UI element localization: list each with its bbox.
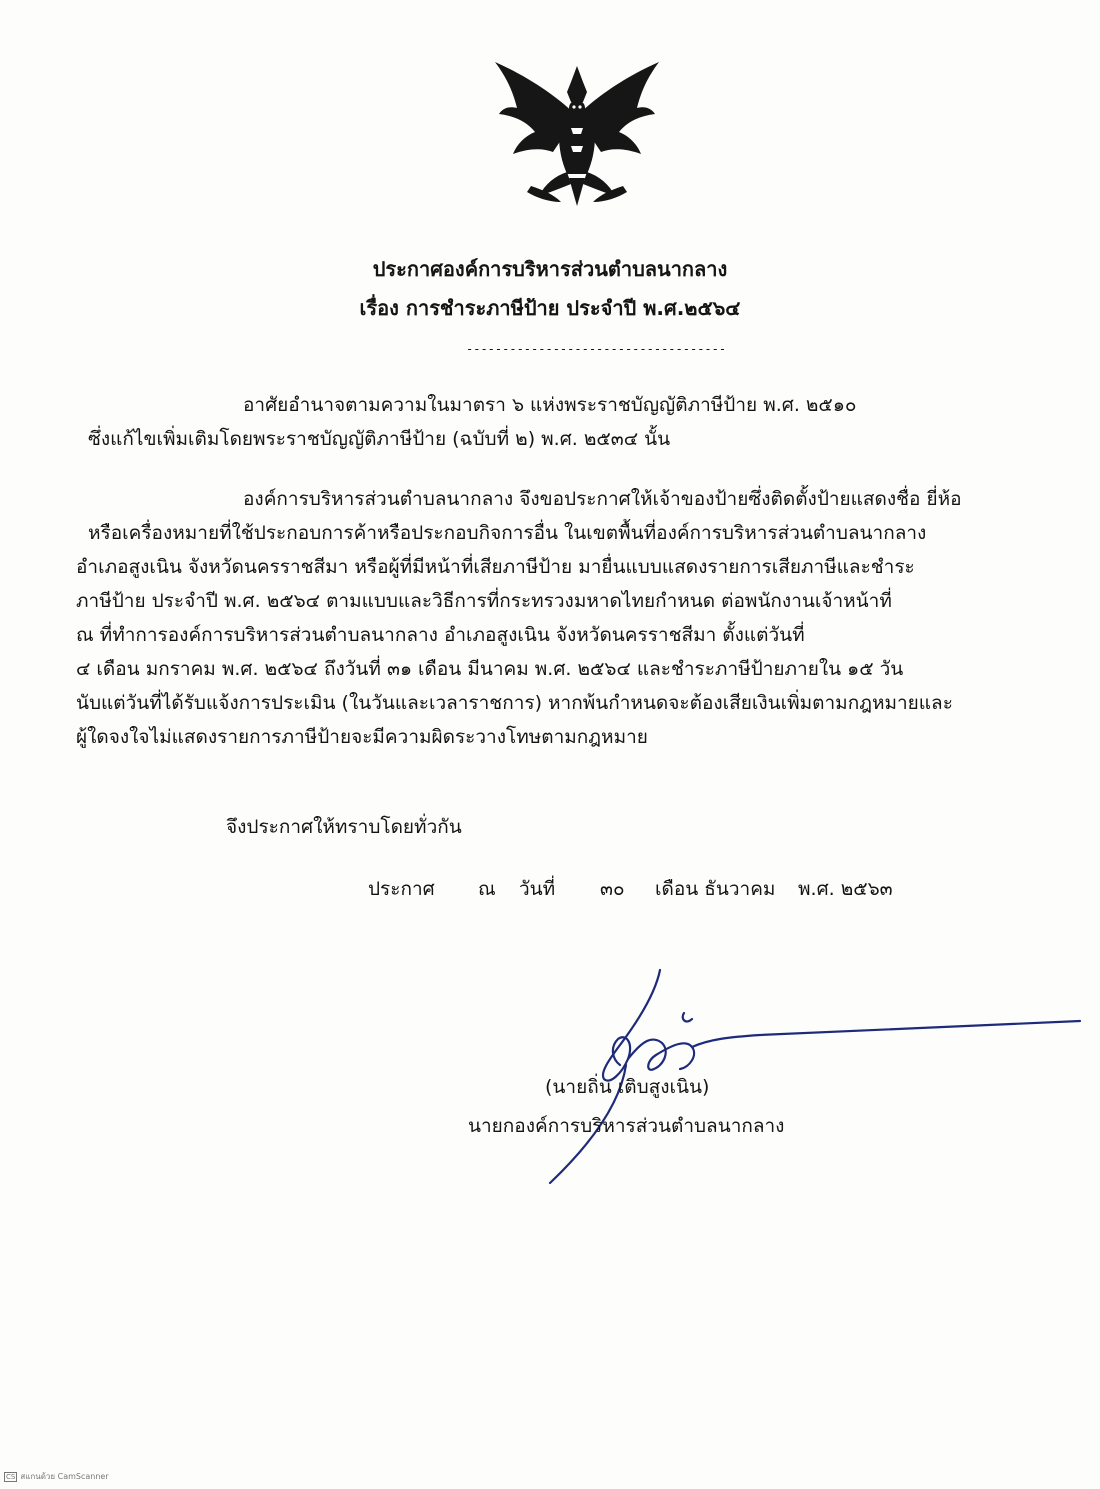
garuda-emblem bbox=[487, 56, 667, 216]
paragraph2-line7: นับแต่วันที่ได้รับแจ้งการประเมิน (ในวันและเวลาราชการ) หากพ้นกำหนดจะต้องเสียเงินเพิ่มตามกฎหมายและ bbox=[76, 692, 953, 714]
signatory-position: นายกองค์การบริหารส่วนตำบลนากลาง bbox=[468, 1115, 785, 1137]
paragraph2-line1: องค์การบริหารส่วนตำบลนากลาง จึงขอประกาศให้เจ้าของป้ายซึ่งติดตั้งป้ายแสดงชื่อ ยี่ห้อ bbox=[243, 488, 962, 510]
paragraph2-line5: ณ ที่ทำการองค์การบริหารส่วนตำบลนากลาง อำเภอสูงเนิน จังหวัดนครราชสีมา ตั้งแต่วันที่ bbox=[76, 624, 805, 646]
paragraph2-line8: ผู้ใดจงใจไม่แสดงรายการภาษีป้ายจะมีความผิดระวางโทษตามกฎหมาย bbox=[76, 726, 648, 748]
announcement-title: ประกาศองค์การบริหารส่วนตำบลนากลาง bbox=[372, 257, 728, 281]
dateline-day: ๓๐ bbox=[600, 878, 625, 900]
paragraph1-line2: ซึ่งแก้ไขเพิ่มเติมโดยพระราชบัญญัติภาษีป้าย (ฉบับที่ ๒) พ.ศ. ๒๕๓๔ นั้น bbox=[88, 428, 671, 450]
scanner-watermark bbox=[4, 1470, 109, 1483]
camscanner-badge: CS bbox=[6, 1473, 16, 1481]
paragraph2-line2: หรือเครื่องหมายที่ใช้ประกอบการค้าหรือประกอบกิจการอื่น ในเขตพื้นที่องค์การบริหารส่วนตำบลนากลาง bbox=[88, 522, 927, 544]
dateline-year: พ.ศ. ๒๕๖๓ bbox=[798, 878, 893, 900]
paragraph1-line1: อาศัยอำนาจตามความในมาตรา ๖ แห่งพระราชบัญญัติภาษีป้าย พ.ศ. ๒๕๑๐ bbox=[243, 394, 857, 416]
title-separator: ------------------------------------ bbox=[466, 342, 727, 356]
dateline-day-label: วันที่ bbox=[519, 878, 556, 900]
closing-statement: จึงประกาศให้ทราบโดยทั่วกัน bbox=[226, 816, 462, 838]
camscanner-text: สแกนด้วย CamScanner bbox=[20, 1472, 109, 1481]
announcement-subject: เรื่อง การชำระภาษีป้าย ประจำปี พ.ศ.๒๕๖๔ bbox=[359, 296, 741, 320]
paragraph2-line6: ๔ เดือน มกราคม พ.ศ. ๒๕๖๔ ถึงวันที่ ๓๑ เดือน มีนาคม พ.ศ. ๒๕๖๔ และชำระภาษีป้ายภายใน ๑๕ วัน bbox=[76, 658, 904, 680]
dateline-month: เดือน ธันวาคม bbox=[655, 878, 776, 900]
handwritten-signature bbox=[560, 955, 1100, 1185]
signatory-name: (นายถิ่น เติบสูงเนิน) bbox=[545, 1076, 710, 1098]
paragraph2-line3: อำเภอสูงเนิน จังหวัดนครราชสีมา หรือผู้ที่มีหน้าที่เสียภาษีป้าย มายื่นแบบแสดงรายการเสียภาษีและชำระ bbox=[76, 556, 915, 578]
paragraph2-line4: ภาษีป้าย ประจำปี พ.ศ. ๒๕๖๔ ตามแบบและวิธีการที่กระทรวงมหาดไทยกำหนด ต่อพนักงานเจ้าหน้าที่ bbox=[76, 590, 892, 612]
dateline-announced: ประกาศ bbox=[368, 878, 435, 900]
dateline-at: ณ bbox=[478, 878, 496, 900]
